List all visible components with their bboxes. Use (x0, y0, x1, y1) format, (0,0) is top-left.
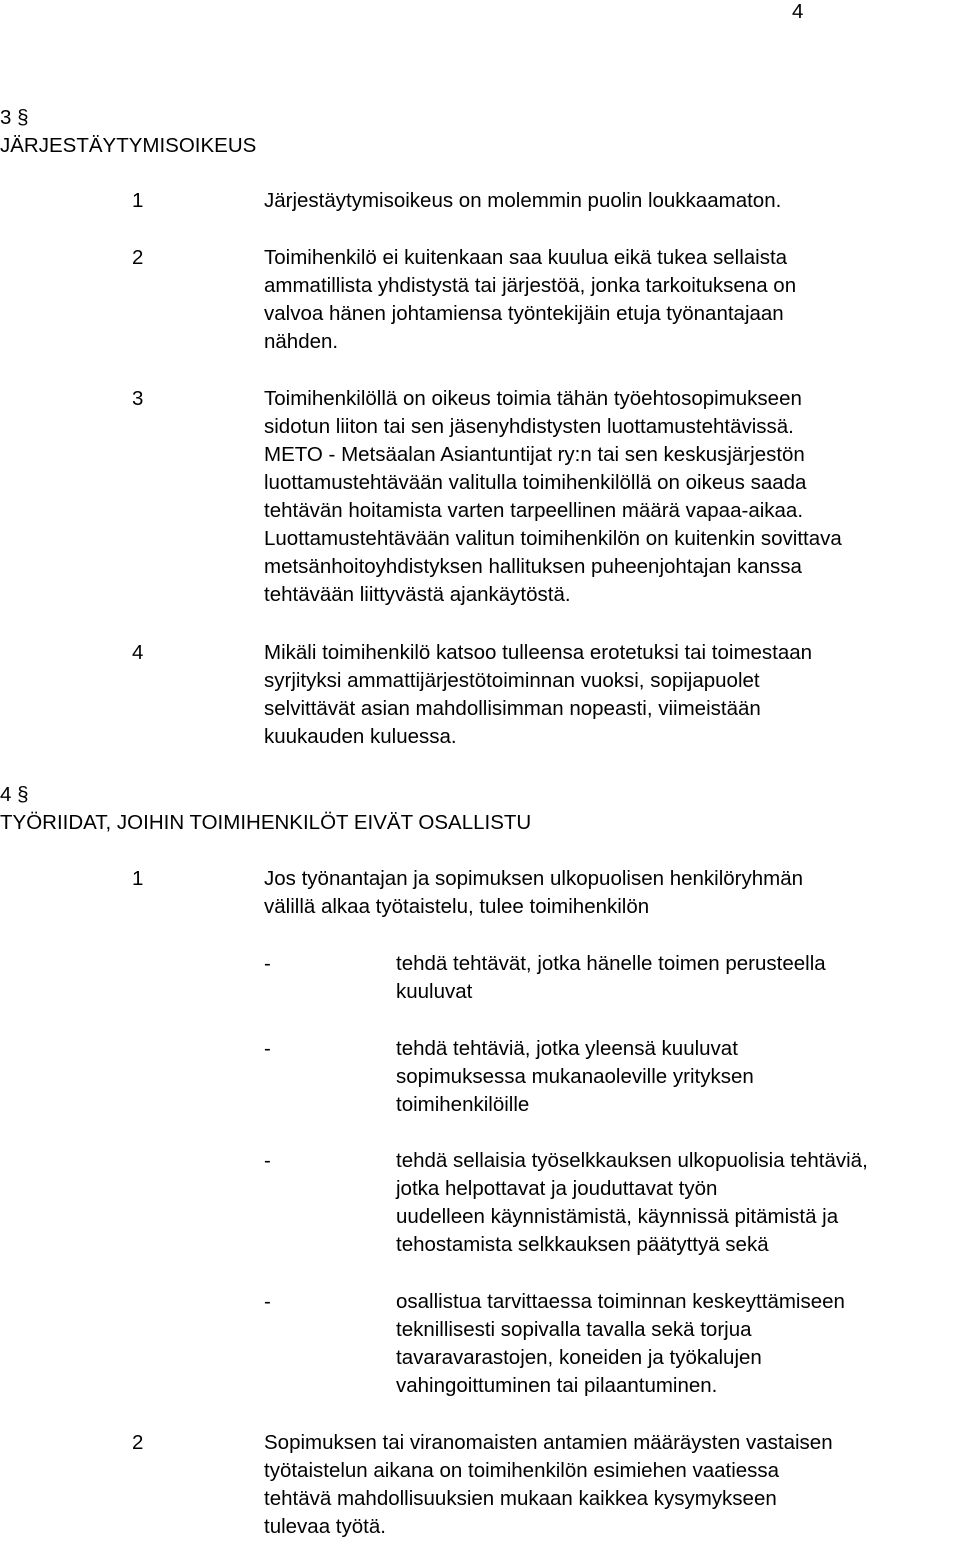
text-line: kuuluvat (396, 980, 473, 1003)
page-number: 4 (792, 0, 804, 23)
section-4-mark: 4 § (0, 783, 29, 806)
text-line: nähden. (264, 330, 339, 353)
paragraph-number: 1 (132, 867, 144, 890)
list-item-text (396, 1147, 960, 1259)
text-line: ammatillista yhdistystä tai järjestöä, jonka tarkoituksena on (264, 274, 797, 297)
text-line: tulevaa työtä. (264, 1515, 386, 1538)
text-line: Jos työnantajan ja sopimuksen ulkopuolisen henkilöryhmän (264, 867, 804, 890)
text-line: tehdä tehtävät, jotka hänelle toimen perusteella (396, 952, 826, 975)
section-3-title: JÄRJESTÄYTYMISOIKEUS (0, 134, 257, 157)
text-line: Mikäli toimihenkilö katsoo tulleensa erotetuksi tai toimestaan (264, 641, 813, 664)
text-line: valvoa hänen johtamiensa työntekijäin etuja työnantajaan (264, 302, 784, 325)
text-line: Toimihenkilöllä on oikeus toimia tähän työehtosopimukseen (264, 387, 802, 410)
text-line: tehdä sellaisia työselkkauksen ulkopuolisia tehtäviä, (396, 1149, 868, 1172)
text-line: metsänhoitoyhdistyksen hallituksen puheenjohtajan kanssa (264, 555, 802, 578)
section-3-heading (0, 104, 960, 160)
dash-bullet: - (264, 952, 271, 975)
text-line: teknillisesti sopivalla tavalla sekä torjua (396, 1318, 752, 1341)
text-line: jotka helpottavat ja jouduttavat työn (396, 1177, 718, 1200)
text-line: tehtävä mahdollisuuksien mukaan kaikkea kysymykseen (264, 1487, 777, 1510)
text-line: Luottamustehtävään valitun toimihenkilön on kuitenkin sovittava (264, 527, 842, 550)
text-line: tehostamista selkkauksen päätyttyä sekä (396, 1233, 769, 1256)
dash-bullet: - (264, 1290, 271, 1313)
paragraph-text (264, 187, 960, 215)
paragraph-number: 4 (132, 641, 144, 664)
list-item-text (396, 950, 960, 1006)
text-line: syrjityksi ammattijärjestötoiminnan vuoksi, sopijapuolet (264, 669, 760, 692)
text-line: tavaravarastojen, koneiden ja työkalujen (396, 1346, 762, 1369)
text-line: välillä alkaa työtaistelu, tulee toimihenkilön (264, 895, 650, 918)
text-line: osallistua tarvittaessa toiminnan keskeyttämiseen (396, 1290, 845, 1313)
text-line: Toimihenkilö ei kuitenkaan saa kuulua eikä tukea sellaista (264, 246, 788, 269)
paragraph-text (264, 639, 960, 751)
paragraph-number: 2 (132, 1431, 144, 1454)
text-line: sopimuksessa mukanaoleville yrityksen (396, 1065, 754, 1088)
paragraph-text (264, 1429, 960, 1541)
section-3-mark: 3 § (0, 106, 29, 129)
text-line: toimihenkilöille (396, 1093, 530, 1116)
section-4-title: TYÖRIIDAT, JOIHIN TOIMIHENKILÖT EIVÄT OSALLISTU (0, 811, 532, 834)
text-line: tehtävään liittyvästä ajankäytöstä. (264, 583, 571, 606)
text-line: vahingoittuminen tai pilaantuminen. (396, 1374, 718, 1397)
paragraph-number: 1 (132, 189, 144, 212)
text-line: Järjestäytymisoikeus on molemmin puolin loukkaamaton. (264, 189, 782, 212)
text-line: luottamustehtävään valitulla toimihenkilöllä on oikeus saada (264, 471, 807, 494)
text-line: selvittävät asian mahdollisimman nopeasti, viimeistään (264, 697, 761, 720)
dash-bullet: - (264, 1037, 271, 1060)
text-line: METO - Metsäalan Asiantuntijat ry:n tai sen keskusjärjestön (264, 443, 805, 466)
paragraph-number: 3 (132, 387, 144, 410)
text-line: tehdä tehtäviä, jotka yleensä kuuluvat (396, 1037, 738, 1060)
paragraph-text (264, 385, 960, 609)
list-item-text (396, 1035, 960, 1119)
text-line: työtaistelun aikana on toimihenkilön esimiehen vaatiessa (264, 1459, 780, 1482)
section-4-heading (0, 781, 960, 837)
paragraph-number: 2 (132, 246, 144, 269)
text-line: uudelleen käynnistämistä, käynnissä pitämistä ja (396, 1205, 839, 1228)
text-line: tehtävän hoitamista varten tarpeellinen määrä vapaa-aikaa. (264, 499, 804, 522)
dash-bullet: - (264, 1149, 271, 1172)
text-line: kuukauden kuluessa. (264, 725, 457, 748)
list-item-text (396, 1288, 960, 1400)
paragraph-text (264, 865, 960, 921)
text-line: sidotun liiton tai sen jäsenyhdistysten luottamustehtävissä. (264, 415, 794, 438)
paragraph-text (264, 244, 960, 356)
text-line: Sopimuksen tai viranomaisten antamien määräysten vastaisen (264, 1431, 833, 1454)
